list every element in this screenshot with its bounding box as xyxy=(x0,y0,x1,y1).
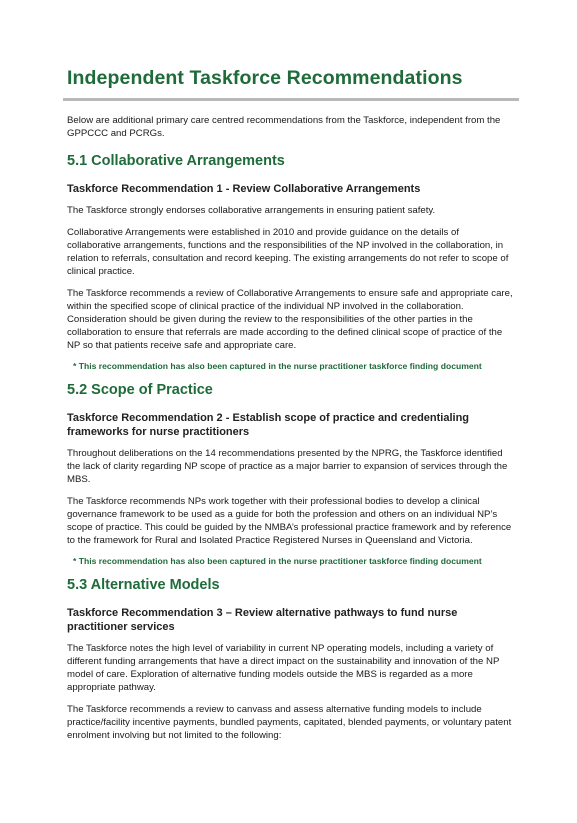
intro-paragraph: Below are additional primary care centred recommendations from the Taskforce, independent from the GPPCCC and PCRGs. xyxy=(67,115,501,139)
section-alternative-models xyxy=(67,576,515,742)
title-divider xyxy=(63,98,519,101)
section-heading: 5.2 Scope of Practice xyxy=(67,382,213,398)
body-paragraph: The Taskforce recommends a review to canvass and assess alternative funding models to include practice/facility incentive payments, bundled payments, capitated, blended payments, or voluntary patent enrolment involving but not limited to the following: xyxy=(67,704,512,741)
body-paragraph: Throughout deliberations on the 14 recommendations presented by the NPRG, the Taskforce identified the lack of clarity regarding NP scope of practice as a major barrier to expansion of services through the MBS. xyxy=(67,448,508,485)
body-paragraph: The Taskforce strongly endorses collaborative arrangements in ensuring patient safety. xyxy=(67,205,436,216)
captured-note: * This recommendation has also been captured in the nurse practitioner taskforce finding document xyxy=(73,556,482,566)
recommendation-heading: Taskforce Recommendation 3 – Review alternative pathways to fund nurse practitioner services xyxy=(67,607,458,633)
document-title: Independent Taskforce Recommendations xyxy=(67,67,463,89)
body-paragraph: Collaborative Arrangements were established in 2010 and provide guidance on the details of collaborative arrangements, functions and the responsibilities of the NP involved in the collaboration, in relation to referrals, consultation and record keeping. The existing arrangements do not refer to scope of clinical practice. xyxy=(67,227,509,277)
body-paragraph: The Taskforce recommends NPs work together with their professional bodies to develop a clinical governance framework to be used as a guide for both the profession and others on an individual NP’s scope of practice. This could be guided by the NMBA’s professional practice framework and by reference to the framework for Rural and Isolated Practice Registered Nurses in Queensland and Victoria. xyxy=(67,496,512,546)
section-scope-of-practice xyxy=(67,381,515,567)
section-heading: 5.1 Collaborative Arrangements xyxy=(67,153,285,169)
recommendation-heading: Taskforce Recommendation 2 - Establish scope of practice and credentialing frameworks for nurse practitioners xyxy=(67,412,470,438)
section-collaborative-arrangements xyxy=(67,152,515,372)
captured-note: * This recommendation has also been captured in the nurse practitioner taskforce finding document xyxy=(73,361,482,371)
body-paragraph: The Taskforce notes the high level of variability in current NP operating models, including a variety of different funding arrangements that have a direct impact on the sustainability and innovation of the NP model of care. Exploration of alternative funding models outside the MBS is regarded as a more appropriate pathway. xyxy=(67,643,500,693)
body-paragraph: The Taskforce recommends a review of Collaborative Arrangements to ensure safe and appropriate care, within the specified scope of clinical practice of the individual NP involved in the collaboration. Consideration should be given during the review to the responsibilities of the other parties in the collaboration to ensure that referrals are made according to the defined clinical scope of practice of the NP so that patients receive safe and appropriate care. xyxy=(67,288,513,351)
recommendation-heading: Taskforce Recommendation 1 - Review Collaborative Arrangements xyxy=(67,183,421,195)
section-heading: 5.3 Alternative Models xyxy=(67,577,220,593)
